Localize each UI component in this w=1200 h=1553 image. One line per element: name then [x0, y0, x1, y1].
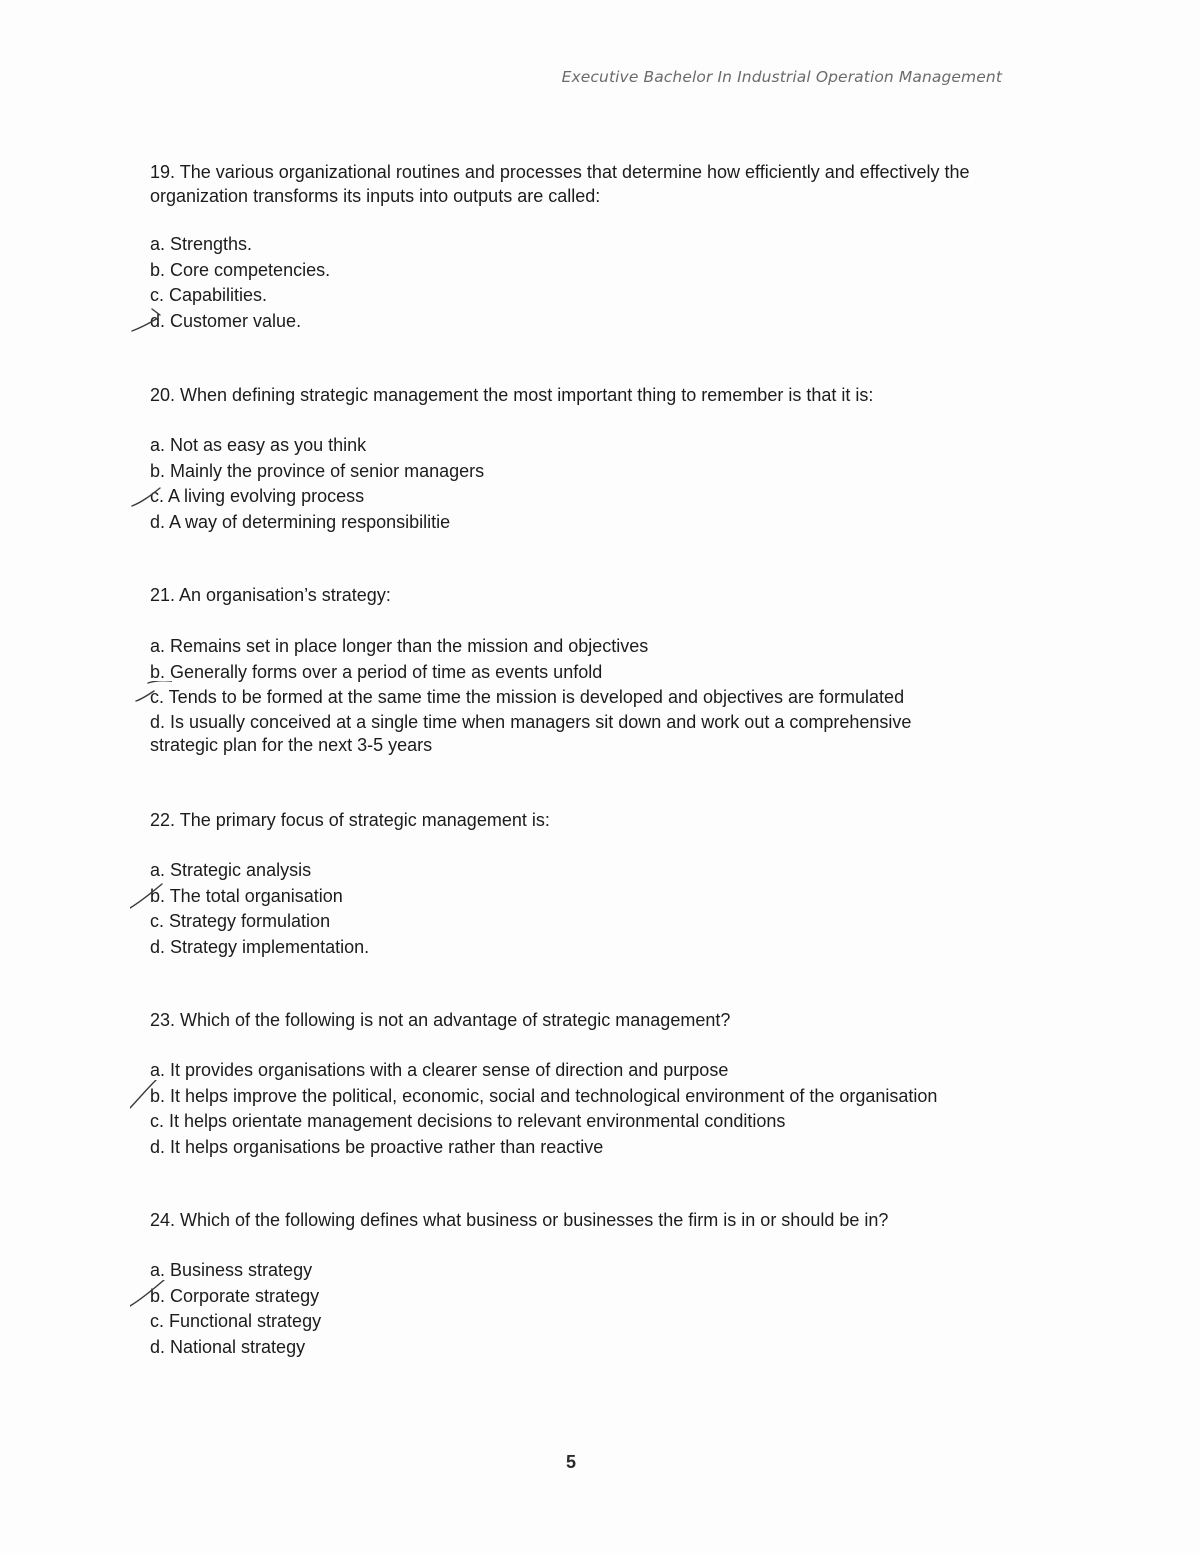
question-19: [150, 160, 1010, 334]
option-b: b. Core competencies.: [150, 259, 331, 280]
option-text: b. It helps improve the political, economic, social and technological environment of the organisation: [150, 1085, 938, 1106]
option-a: a. It provides organisations with a clearer sense of direction and purpose: [150, 1060, 729, 1080]
option-a: a. Strengths.: [150, 234, 253, 254]
question-20: [150, 383, 1010, 535]
option-text: b. The total organisation: [150, 885, 343, 906]
option-text: b. Corporate strategy: [150, 1285, 320, 1306]
option-d: d. Strategy implementation.: [150, 936, 370, 957]
option-c-marked: [150, 484, 1010, 510]
options-list: [150, 634, 1010, 757]
options-list: [150, 433, 1010, 535]
option-a: a. Remains set in place longer than the mission and objectives: [150, 636, 649, 656]
option-a: a. Strategic analysis: [150, 860, 312, 880]
option-text: d. Customer value.: [150, 310, 302, 331]
option-c-marked: [150, 685, 1010, 711]
options-list: [150, 858, 1010, 960]
option-b: b. Generally forms over a period of time as events unfold: [150, 661, 603, 682]
option-c: c. Functional strategy: [150, 1311, 322, 1331]
options-list: [150, 232, 1010, 334]
option-d: d. Is usually conceived at a single time when managers sit down and work out a comprehensive strategic plan for the next 3-5 years: [150, 711, 912, 755]
question-24: [150, 1208, 1010, 1360]
option-text: c. Tends to be formed at the same time the mission is developed and objectives are formulated: [150, 687, 905, 707]
question-text: 22. The primary focus of strategic management is:: [150, 810, 550, 830]
option-b-marked: [150, 1284, 1010, 1310]
page-number: 5: [566, 1452, 577, 1472]
option-a: a. Not as easy as you think: [150, 435, 367, 455]
option-a: a. Business strategy: [150, 1260, 313, 1280]
option-text: c. A living evolving process: [150, 486, 365, 506]
option-d: d. A way of determining responsibilitie: [150, 511, 451, 532]
question-text: 20. When defining strategic management the most important thing to remember is that it is:: [150, 385, 874, 405]
option-d-marked: [150, 309, 1010, 335]
option-d: d. It helps organisations be proactive rather than reactive: [150, 1136, 604, 1157]
question-text: 23. Which of the following is not an advantage of strategic management?: [150, 1010, 731, 1030]
question-text: 19. The various organizational routines and processes that determine how efficiently and effectively the organization transforms its inputs into outputs are called:: [150, 162, 970, 206]
option-d: d. National strategy: [150, 1336, 306, 1357]
option-b-marked: [150, 1084, 1010, 1110]
question-22: [150, 808, 1010, 960]
option-b-marked: [150, 884, 1010, 910]
options-list: [150, 1258, 1010, 1360]
option-c: c. It helps orientate management decisions to relevant environmental conditions: [150, 1111, 786, 1131]
question-text: 24. Which of the following defines what business or businesses the firm is in or should be in?: [150, 1210, 889, 1230]
options-list: [150, 1058, 1010, 1160]
option-b: b. Mainly the province of senior managers: [150, 460, 485, 481]
question-23: [150, 1008, 1010, 1160]
page-header: Executive Bachelor In Industrial Operation Management: [561, 68, 1002, 86]
question-text: 21. An organisation’s strategy:: [150, 585, 391, 605]
question-21: [150, 583, 1010, 757]
option-c: c. Strategy formulation: [150, 911, 331, 931]
option-c: c. Capabilities.: [150, 285, 268, 305]
